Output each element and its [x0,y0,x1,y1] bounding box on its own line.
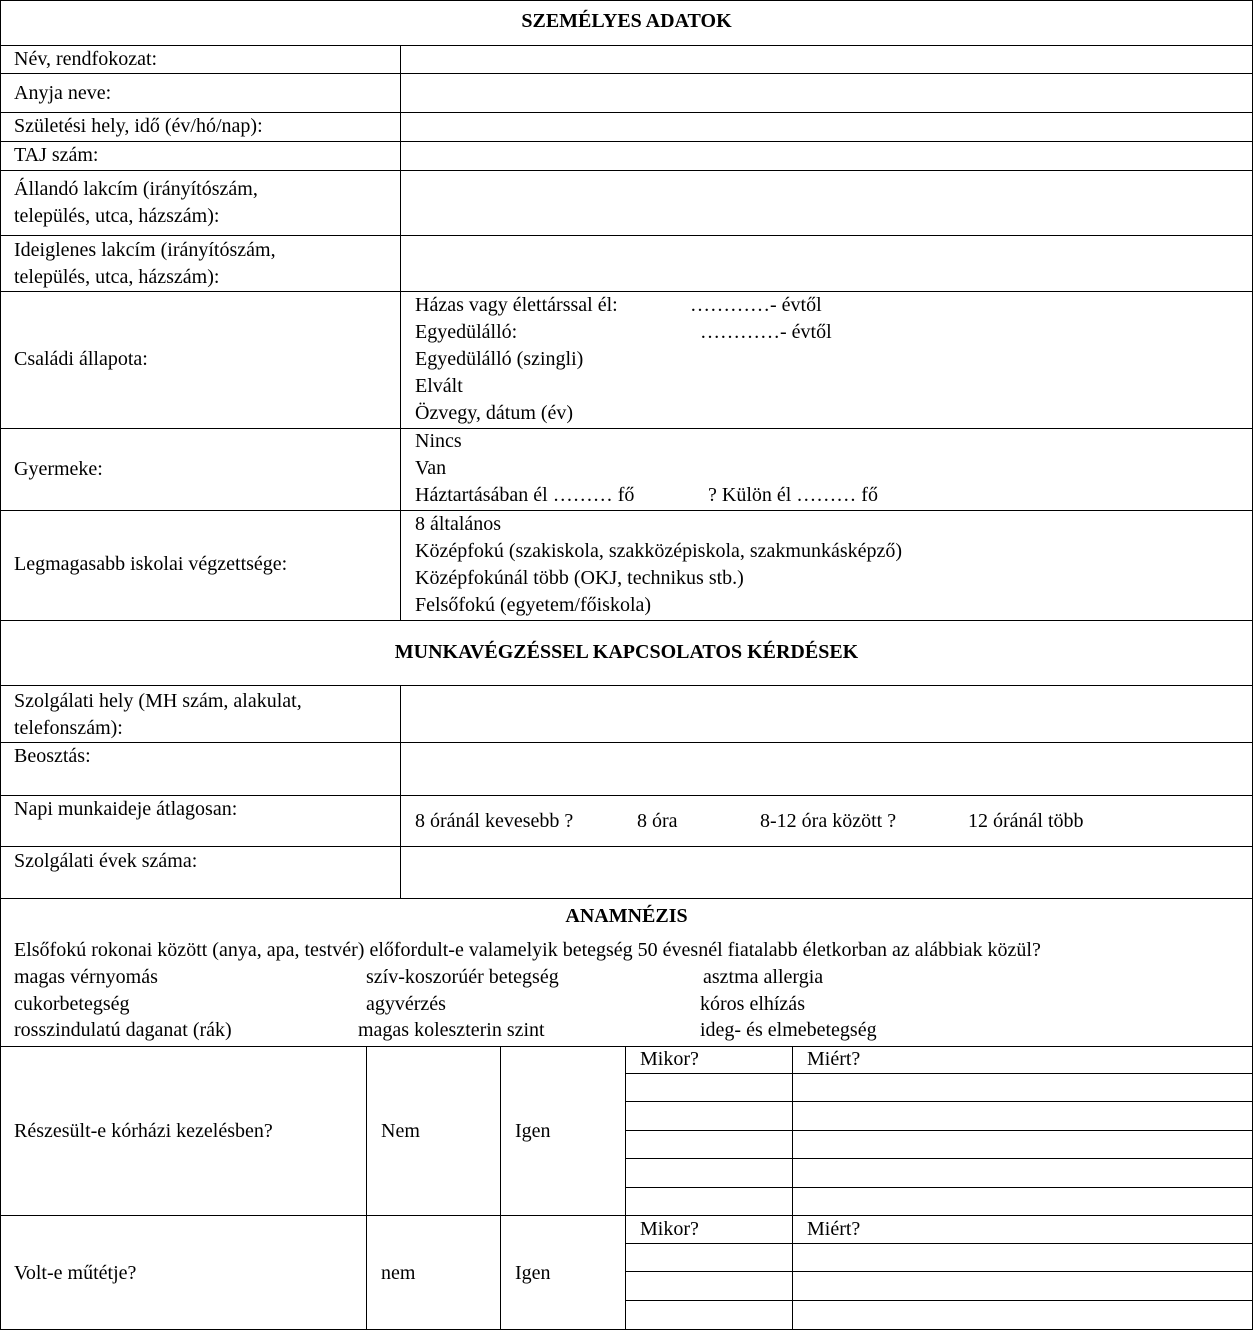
column-divider [792,1046,793,1330]
disease-option[interactable]: agyvérzés [366,993,446,1015]
column-divider [500,1046,501,1330]
border-top [0,0,1253,1]
why-header: Miért? [807,1218,861,1240]
subgrid-line [625,1271,1253,1272]
children-option[interactable]: Háztartásában él ……… fő [415,484,635,506]
hospital-no-option[interactable]: Nem [381,1120,420,1142]
subgrid-line [625,1158,1253,1159]
permanent-address-label: Állandó lakcím (irányítószám, [14,178,258,200]
children-label: Gyermeke: [14,458,103,480]
marital-since[interactable]: …………- évtől [700,321,832,343]
anamnesis-header: ANAMNÉZIS [565,905,688,927]
marital-option[interactable]: Özvegy, dátum (év) [415,402,574,424]
when-header: Mikor? [640,1048,699,1070]
column-divider [366,1046,367,1330]
temporary-address-field[interactable] [401,236,1252,291]
education-label: Legmagasabb iskolai végzettsége: [14,553,288,575]
mother-name-label: Anyja neve: [14,82,112,104]
disease-option[interactable]: asztma allergia [703,966,824,988]
row-divider [0,1215,1253,1216]
temporary-address-label: Ideiglenes lakcím (irányítószám, [14,239,276,261]
surgery-yes-option[interactable]: Igen [515,1262,551,1284]
border-left [0,0,1,1330]
column-divider [625,1046,626,1330]
education-option[interactable]: Középfokú (szakiskola, szakközépiskola, szakmunkásképző) [415,540,903,562]
education-option[interactable]: Felsőfokú (egyetem/főiskola) [415,594,652,616]
birth-label: Születési hely, idő (év/hó/nap): [14,115,263,137]
disease-option[interactable]: szív-koszorúér betegség [366,966,559,988]
disease-option[interactable]: ideg- és elmebetegség [700,1019,877,1041]
hospital-treatment-label: Részesült-e kórházi kezelésben? [14,1120,273,1142]
duty-place-label: Szolgálati hely (MH szám, alakulat, [14,690,302,712]
hours-option[interactable]: 8-12 óra között ? [760,810,897,832]
hours-option[interactable]: 8 óránál kevesebb ? [415,810,574,832]
disease-option[interactable]: cukorbetegség [14,993,130,1015]
surgery-no-option[interactable]: nem [381,1262,416,1284]
position-label: Beosztás: [14,745,91,767]
work-hours-label: Napi munkaideje átlagosan: [14,798,238,820]
taj-label: TAJ szám: [14,144,99,166]
hours-option[interactable]: 8 óra [637,810,678,832]
permanent-address-label: település, utca, házszám): [14,205,220,227]
marital-option[interactable]: Egyedülálló: [415,321,518,343]
subgrid-line [625,1187,1253,1188]
service-years-label: Szolgálati évek száma: [14,850,198,872]
row-divider [0,428,1253,429]
permanent-address-field[interactable] [401,171,1252,235]
row-divider [0,291,1253,292]
marital-option[interactable]: Házas vagy élettárssal él: [415,294,618,316]
anamnesis-question: Elsőfokú rokonai között (anya, apa, testvér) előfordult-e valamelyik betegség 50 évesnél fiatalabb életkorban az alábbiak közül? [14,939,1041,961]
mother-name-field[interactable] [401,74,1252,112]
row-divider [0,1046,1253,1047]
disease-option[interactable]: kóros elhízás [700,993,805,1015]
marital-since[interactable]: …………- évtől [690,294,822,316]
hospital-yes-option[interactable]: Igen [515,1120,551,1142]
row-divider [0,898,1253,899]
children-option[interactable]: Van [415,457,447,479]
position-field[interactable] [401,743,1252,795]
marital-option[interactable]: Elvált [415,375,463,397]
subgrid-line [625,1243,1253,1244]
children-option[interactable]: Nincs [415,430,462,452]
service-years-field[interactable] [401,847,1252,898]
taj-field[interactable] [401,142,1252,170]
name-field[interactable] [401,46,1252,73]
duty-place-field[interactable] [401,686,1252,742]
row-divider [0,620,1253,621]
marital-status-label: Családi állapota: [14,348,148,370]
education-option[interactable]: 8 általános [415,513,502,535]
subgrid-line [625,1300,1253,1301]
surgery-label: Volt-e műtétje? [14,1262,137,1284]
education-option[interactable]: Középfokúnál több (OKJ, technikus stb.) [415,567,744,589]
why-header: Miért? [807,1048,861,1070]
marital-option[interactable]: Egyedülálló (szingli) [415,348,584,370]
subgrid-line [625,1130,1253,1131]
subgrid-line [625,1073,1253,1074]
subgrid-line [625,1101,1253,1102]
children-option[interactable]: ? Külön él ……… fő [708,484,878,506]
personal-data-header: SZEMÉLYES ADATOK [521,10,732,32]
duty-place-label: telefonszám): [14,717,123,739]
row-divider [0,510,1253,511]
name-label: Név, rendfokozat: [14,48,158,70]
birth-field[interactable] [401,113,1252,141]
temporary-address-label: település, utca, házszám): [14,266,220,288]
work-header: MUNKAVÉGZÉSSEL KAPCSOLATOS KÉRDÉSEK [394,641,859,663]
disease-option[interactable]: magas koleszterin szint [358,1019,545,1041]
disease-option[interactable]: magas vérnyomás [14,966,158,988]
disease-option[interactable]: rosszindulatú daganat (rák) [14,1019,232,1041]
when-header: Mikor? [640,1218,699,1240]
hours-option[interactable]: 12 óránál több [968,810,1084,832]
